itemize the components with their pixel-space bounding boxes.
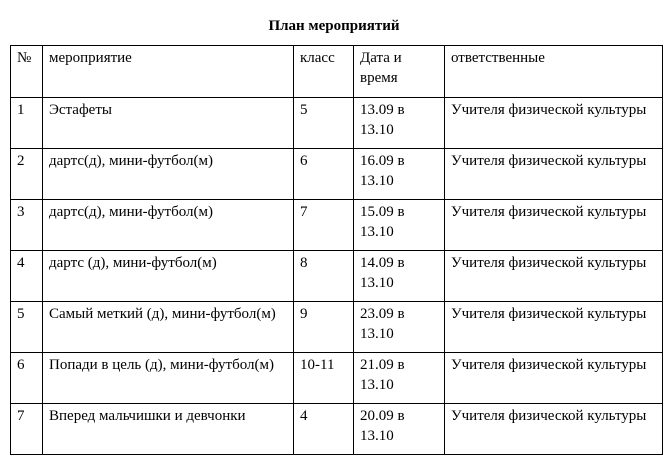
row-event: Самый меткий (д), мини-футбол(м) (43, 302, 294, 353)
row-class: 5 (294, 98, 354, 149)
row-class: 4 (294, 404, 354, 455)
table-row (11, 149, 663, 200)
row-datetime: 13.09 в 13.10 (354, 98, 445, 149)
row-datetime: 15.09 в 13.10 (354, 200, 445, 251)
row-responsible: Учителя физической культуры (445, 149, 663, 200)
row-datetime: 16.09 в 13.10 (354, 149, 445, 200)
row-class: 10-11 (294, 353, 354, 404)
row-class: 6 (294, 149, 354, 200)
row-responsible: Учителя физической культуры (445, 353, 663, 404)
row-class: 7 (294, 200, 354, 251)
row-event: Попади в цель (д), мини-футбол(м) (43, 353, 294, 404)
row-event: Вперед мальчишки и девчонки (43, 404, 294, 455)
row-event: дартс(д), мини-футбол(м) (43, 200, 294, 251)
row-event: дартс(д), мини-футбол(м) (43, 149, 294, 200)
row-number: 3 (11, 200, 43, 251)
row-responsible: Учителя физической культуры (445, 251, 663, 302)
row-responsible: Учителя физической культуры (445, 200, 663, 251)
row-event: дартс (д), мини-футбол(м) (43, 251, 294, 302)
page-title: План мероприятий (268, 18, 400, 34)
row-class: 8 (294, 251, 354, 302)
row-responsible: Учителя физической культуры (445, 302, 663, 353)
header-responsible: ответственные (445, 46, 663, 98)
row-datetime: 21.09 в 13.10 (354, 353, 445, 404)
row-responsible: Учителя физической культуры (445, 404, 663, 455)
table-row (11, 302, 663, 353)
row-number: 2 (11, 149, 43, 200)
table-row (11, 251, 663, 302)
events-table (10, 45, 663, 455)
row-number: 6 (11, 353, 43, 404)
table-row (11, 98, 663, 149)
header-event: мероприятие (43, 46, 294, 98)
header-class: класс (294, 46, 354, 98)
row-responsible: Учителя физической культуры (445, 98, 663, 149)
table-header-row (11, 46, 663, 98)
header-number: № (11, 46, 43, 98)
row-number: 5 (11, 302, 43, 353)
table-row (11, 404, 663, 455)
row-number: 7 (11, 404, 43, 455)
row-datetime: 23.09 в 13.10 (354, 302, 445, 353)
row-event: Эстафеты (43, 98, 294, 149)
row-datetime: 20.09 в 13.10 (354, 404, 445, 455)
table-row (11, 200, 663, 251)
row-number: 4 (11, 251, 43, 302)
row-datetime: 14.09 в 13.10 (354, 251, 445, 302)
row-number: 1 (11, 98, 43, 149)
header-datetime: Дата и время (354, 46, 445, 98)
row-class: 9 (294, 302, 354, 353)
table-row (11, 353, 663, 404)
